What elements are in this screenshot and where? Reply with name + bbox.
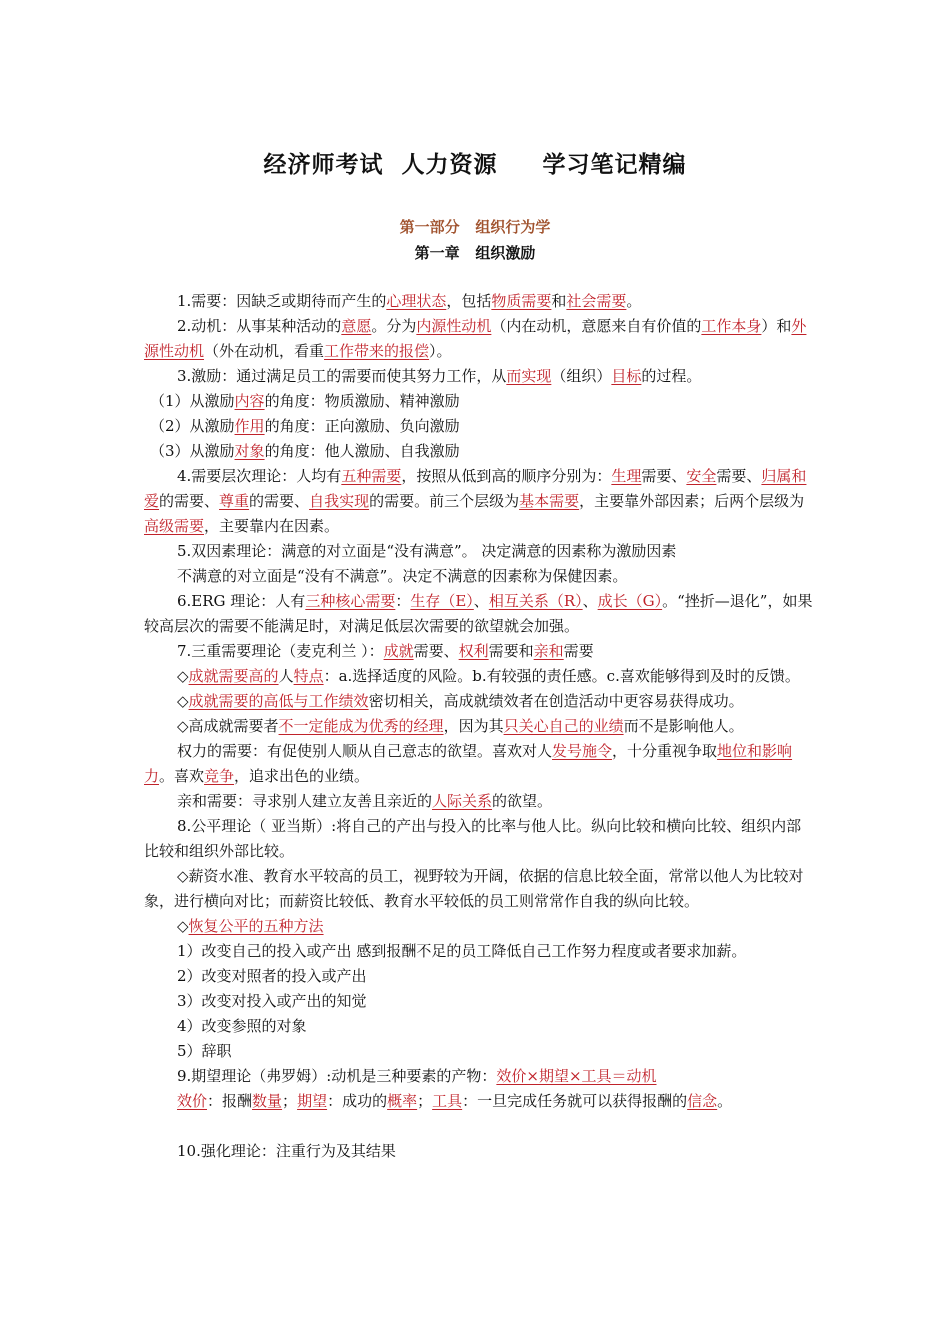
keyword-highlight: 工具 (432, 1092, 463, 1110)
notes-body (144, 289, 814, 1164)
note-equity-comparison (144, 864, 814, 914)
text-segment: 密切相关，高成就绩效者在创造活动中更容易获得成功。 (368, 692, 744, 710)
text-segment: 需要和 (488, 642, 534, 660)
keyword-highlight: 对象 (234, 442, 265, 460)
text-segment: 、 (582, 592, 598, 610)
text-segment: ，包括 (446, 292, 492, 310)
note-needs (144, 289, 814, 314)
text-segment: （外在动机，看重 (204, 342, 325, 360)
text-segment: 10.强化理论：注重行为及其结果 (177, 1142, 396, 1160)
keyword-highlight: 成就 (383, 642, 414, 660)
text-segment: 9.期望理论（弗罗姆）:动机是三种要素的产物： (177, 1067, 497, 1085)
keyword-highlight: 内容 (234, 392, 265, 410)
text-segment: 3）改变对投入或产出的知觉 (177, 992, 367, 1010)
text-segment: ◇ (177, 692, 189, 710)
text-segment: 1）改变自己的投入或产出 感到报酬不足的员工降低自己工作努力程度或者要求加薪。 (177, 942, 747, 960)
text-segment: 2.动机：从事某种活动的 (177, 317, 342, 335)
keyword-highlight: 目标 (611, 367, 642, 385)
text-segment: ，因为其 (443, 717, 504, 735)
text-segment: ）和 (761, 317, 792, 335)
note-method-5 (144, 1039, 814, 1064)
note-hierarchy (144, 464, 814, 539)
note-method-1 (144, 939, 814, 964)
text-segment: 2）改变对照者的投入或产出 (177, 967, 367, 985)
note-equity (144, 814, 814, 864)
note-two-factor-2 (144, 564, 814, 589)
text-segment: 6.ERG 理论：人有 (177, 592, 306, 610)
note-method-3 (144, 989, 814, 1014)
text-segment: 需要、 (641, 467, 687, 485)
text-segment: （1）从激励 (150, 392, 235, 410)
keyword-highlight: 三种核心需要 (305, 592, 396, 610)
text-segment: 的需要、 (159, 492, 220, 510)
keyword-highlight: 效价 (177, 1092, 208, 1110)
text-segment: ◇薪资水准、教育水平较高的员工，视野较为开阔，依据的信息比较全面，常常以他人为比较对象，进行横向对比；而薪资比较低、教育水平较低的员工则常常作自我的纵向比较。 (144, 867, 804, 910)
keyword-highlight: 归属和爱 (144, 467, 807, 510)
text-segment: 。 (717, 1092, 733, 1110)
text-segment: 5.双因素理论：满意的对立面是“没有满意”。 决定满意的因素称为激励因素 (177, 542, 677, 560)
text-segment: 亲和需要：寻求别人建立友善且亲近的 (177, 792, 433, 810)
chapter-heading: 第一章 组织激励 (414, 244, 536, 262)
document-title: 经济师考试 人力资源 学习笔记精编 (263, 152, 687, 178)
text-segment: 的需要、 (249, 492, 310, 510)
keyword-highlight: 人际关系 (432, 792, 493, 810)
note-incentive-object (144, 439, 814, 464)
text-segment: 的过程。 (641, 367, 702, 385)
text-segment: ：a.选择适度的风险。b.有较强的责任感。c.喜欢能够得到及时的反馈。 (323, 667, 800, 685)
text-segment: 、 (473, 592, 489, 610)
text-segment: ： (395, 592, 411, 610)
text-segment: ）。 (429, 342, 452, 360)
note-motivation (144, 314, 814, 364)
text-segment: 。分为 (371, 317, 417, 335)
keyword-highlight: 权利 (458, 642, 489, 660)
text-segment: ◇高成就需要者 (177, 717, 279, 735)
text-segment: ； (417, 1092, 433, 1110)
note-power-need (144, 739, 814, 789)
text-segment: 4.需要层次理论：人均有 (177, 467, 342, 485)
keyword-highlight: 而实现 (506, 367, 552, 385)
text-segment: ； (282, 1092, 298, 1110)
keyword-highlight: 成就需要高的 (188, 667, 279, 685)
keyword-highlight: 高级需要 (144, 517, 205, 535)
keyword-highlight: 心理状态 (386, 292, 447, 310)
keyword-highlight: 亲和 (533, 642, 564, 660)
keyword-highlight: 基本需要 (519, 492, 580, 510)
text-segment: （2）从激励 (150, 417, 235, 435)
text-segment: （组织） (551, 367, 612, 385)
keyword-highlight: 只关心自己的业绩 (503, 717, 624, 735)
keyword-highlight: 概率 (387, 1092, 418, 1110)
keyword-highlight: 自我实现 (309, 492, 370, 510)
text-segment: （内在动机，意愿来自有价值的 (491, 317, 702, 335)
keyword-highlight: 特点 (293, 667, 324, 685)
text-segment: 。“挫折—退化”，如果较高层次的需要不能满足时，对满足低层次需要的欲望就会加强。 (144, 592, 813, 635)
note-equity-methods (144, 914, 814, 939)
keyword-highlight: 作用 (234, 417, 265, 435)
note-erg (144, 589, 814, 639)
keyword-highlight: 发号施令 (552, 742, 613, 760)
text-segment: 的角度：物质激励、精神激励 (264, 392, 460, 410)
text-segment: 。喜欢 (159, 767, 205, 785)
keyword-highlight: 尊重 (219, 492, 250, 510)
text-segment: ：报酬 (207, 1092, 253, 1110)
text-segment: ◇ (177, 917, 189, 935)
text-segment: 5）辞职 (177, 1042, 232, 1060)
text-segment: 需要 (563, 642, 594, 660)
keyword-highlight: 不一定能成为优秀的经理 (278, 717, 444, 735)
keyword-highlight: 内源性动机 (416, 317, 492, 335)
keyword-highlight: 社会需要 (566, 292, 627, 310)
keyword-highlight: 信念 (687, 1092, 718, 1110)
keyword-highlight: 期望 (297, 1092, 328, 1110)
note-incentive (144, 364, 814, 389)
keyword-highlight: 安全 (686, 467, 717, 485)
note-expectancy (144, 1064, 814, 1089)
text-segment: 而不是影响他人。 (623, 717, 744, 735)
text-segment: 权力的需要：有促使别人顺从自己意志的欲望。喜欢对人 (177, 742, 553, 760)
text-segment: ，十分重视争取 (612, 742, 718, 760)
note-reinforcement (144, 1139, 814, 1164)
text-segment: 8.公平理论（ 亚当斯）:将自己的产出与投入的比率与他人比。纵向比较和横向比较、组织内部比较和组织外部比较。 (144, 817, 802, 860)
note-incentive-content (144, 389, 814, 414)
text-segment: 需要、 (413, 642, 459, 660)
text-segment: 人 (278, 667, 294, 685)
text-segment: ，按照从低到高的顺序分别为： (401, 467, 612, 485)
text-segment: ，主要靠外部因素；后两个层级为 (579, 492, 805, 510)
text-segment: 的欲望。 (492, 792, 553, 810)
keyword-highlight: 生理 (611, 467, 642, 485)
keyword-highlight: 数量 (252, 1092, 283, 1110)
text-segment: ：一旦完成任务就可以获得报酬的 (462, 1092, 688, 1110)
note-achievement-traits (144, 664, 814, 689)
text-segment: 不满意的对立面是“没有不满意”。决定不满意的因素称为保健因素。 (177, 567, 628, 585)
note-affiliation-need (144, 789, 814, 814)
text-segment: ：成功的 (327, 1092, 388, 1110)
keyword-highlight: 成就需要的高低与工作绩效 (188, 692, 369, 710)
keyword-highlight: 工作带来的报偿 (324, 342, 430, 360)
note-method-4 (144, 1014, 814, 1039)
note-incentive-effect (144, 414, 814, 439)
keyword-highlight: 地位和影响力 (144, 742, 793, 785)
keyword-highlight: 生存（E） (410, 592, 474, 610)
note-method-2 (144, 964, 814, 989)
text-segment: 7.三重需要理论（麦克利兰 ）： (177, 642, 384, 660)
blank-line (144, 1114, 814, 1139)
text-segment: （3）从激励 (150, 442, 235, 460)
keyword-highlight: 相互关系（R） (488, 592, 583, 610)
keyword-highlight: 恢复公平的五种方法 (188, 917, 324, 935)
keyword-highlight: 竞争 (204, 767, 235, 785)
text-segment: 3.激励：通过满足员工的需要而使其努力工作，从 (177, 367, 507, 385)
keyword-highlight: 工作本身 (701, 317, 762, 335)
note-achievement-manager (144, 714, 814, 739)
keyword-highlight: 五种需要 (341, 467, 402, 485)
keyword-highlight: 成长（G） (597, 592, 663, 610)
text-segment: ，追求出色的业绩。 (234, 767, 370, 785)
keyword-highlight: 物质需要 (491, 292, 552, 310)
keyword-highlight: 外源性动机 (144, 317, 807, 360)
note-three-needs (144, 639, 814, 664)
text-segment: 的角度：正向激励、负向激励 (264, 417, 460, 435)
keyword-highlight: 效价×期望×工具＝动机 (496, 1067, 657, 1085)
text-segment: 4）改变参照的对象 (177, 1017, 307, 1035)
text-segment: 。 (626, 292, 642, 310)
note-achievement-performance (144, 689, 814, 714)
text-segment: 和 (551, 292, 567, 310)
text-segment: 1.需要：因缺乏或期待而产生的 (177, 292, 387, 310)
note-expectancy-terms (144, 1089, 814, 1114)
text-segment: 需要、 (716, 467, 762, 485)
note-two-factor (144, 539, 814, 564)
keyword-highlight: 意愿 (341, 317, 372, 335)
text-segment: 的需要。前三个层级为 (369, 492, 520, 510)
part-heading: 第一部分 组织行为学 (399, 218, 551, 236)
text-segment: 的角度：他人激励、自我激励 (264, 442, 460, 460)
text-segment: ，主要靠内在因素。 (204, 517, 340, 535)
text-segment: ◇ (177, 667, 189, 685)
